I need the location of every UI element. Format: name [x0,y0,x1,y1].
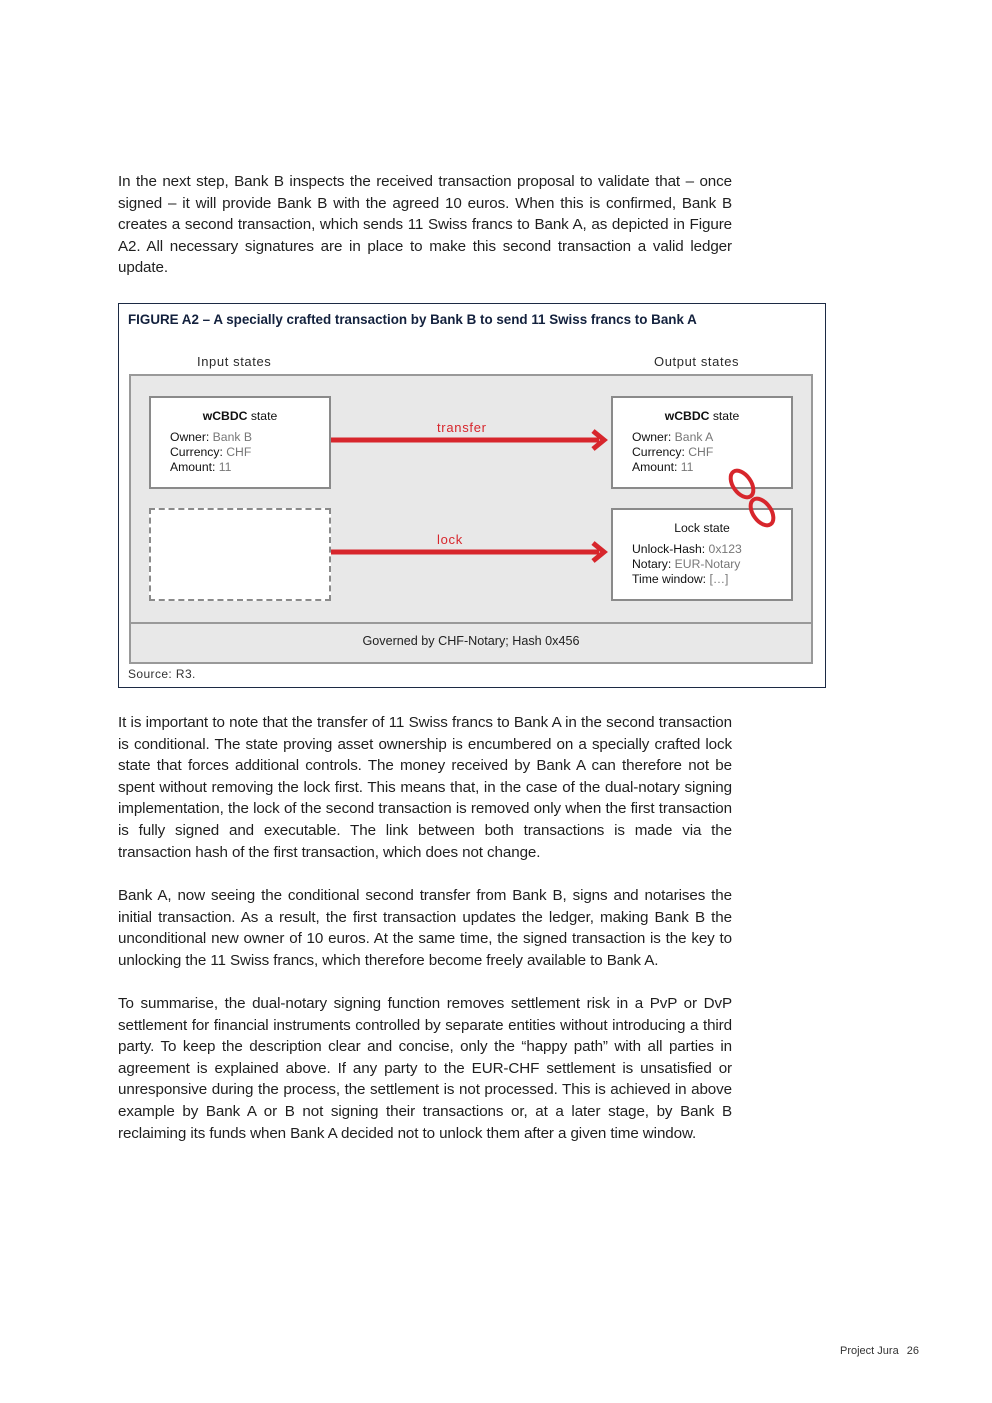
page-footer [840,1345,919,1357]
paragraph-bank-a-signs: Bank A, now seeing the conditional second transfer from Bank B, signs and notarises the initial transaction. As a result, the first transaction updates the ledger, making Bank B the unconditional new owner of 10 euros. At the same time, the signed transaction is the key to unlocking the 11 Swiss francs, which therefore become freely available to Bank A. [118,887,732,969]
time-window-row: Time window: […] [632,572,729,586]
transfer-arrow-label: transfer [437,420,487,435]
amount-row: Amount: 11 [170,460,232,474]
footer-doc-name: Project Jura [840,1345,899,1357]
input-states-heading: Input states [197,354,272,369]
output-states-heading: Output states [654,354,740,369]
governed-by-text: Governed by CHF-Notary; Hash 0x456 [362,634,580,648]
lock-state-heading: Lock state [674,521,730,535]
paragraph-summary: To summarise, the dual-notary signing function removes settlement risk in a PvP or DvP settlement for financial instruments controlled by separate entities without introducing a third party. To keep the description clear and concise, only the “happy path” with all parties in agreement is explained above. If any party to the EUR-CHF settlement is unsatisfied or unresponsive during the process, the settlement is not processed. This is achieved in above example by Bank A or B not signing their transactions or, at a later stage, by Bank B reclaiming its funds when Bank A decided not to unlock them after a given time window. [118,995,732,1142]
lock-arrow-label: lock [437,532,463,547]
lock-arrow [331,541,611,563]
currency-row: Currency: CHF [632,445,714,459]
state-heading: wCBDC state [202,409,278,423]
currency-row: Currency: CHF [170,445,252,459]
governed-divider [131,622,811,624]
unlock-hash-row: Unlock-Hash: 0x123 [632,542,742,556]
owner-row: Owner: Bank B [170,430,252,444]
paragraph-intro: In the next step, Bank B inspects the received transaction proposal to validate that – once signed – it will provide Bank B with the agreed 10 euros. When this is confirmed, Bank B creates a second transaction, which sends 11 Swiss francs to Bank A, as depicted in Figure A2. All necessary signatures are in place to make this second transaction a valid ledger update. [118,173,732,277]
transaction-panel [129,374,813,664]
figure-source: Source: R3. [128,667,196,681]
input-wcbdc-state [149,396,331,489]
owner-row: Owner: Bank A [632,430,714,444]
page-number: 26 [906,1345,919,1357]
empty-input-state [149,508,331,601]
chain-link-icon [722,462,786,534]
state-heading: wCBDC state [664,409,740,423]
transfer-arrow [331,429,611,451]
notary-row: Notary: EUR-Notary [632,557,741,571]
paragraph-conditional-transfer: It is important to note that the transfer of 11 Swiss francs to Bank A in the second transaction is conditional. The state proving asset ownership is encumbered on a specially crafted lock state that forces additional controls. The money received by Bank A can therefore not be spent without removing the lock first. This means that, in the case of the dual-notary signing implementation, the lock of the second transaction is removed only when the first transaction is fully signed and executable. The link between both transactions is made via the transaction hash of the first transaction, which does not change. [118,714,732,861]
amount-row: Amount: 11 [632,460,694,474]
figure-a2 [118,303,826,688]
figure-title: FIGURE A2 – A specially crafted transaction by Bank B to send 11 Swiss francs to Bank A [128,312,697,327]
